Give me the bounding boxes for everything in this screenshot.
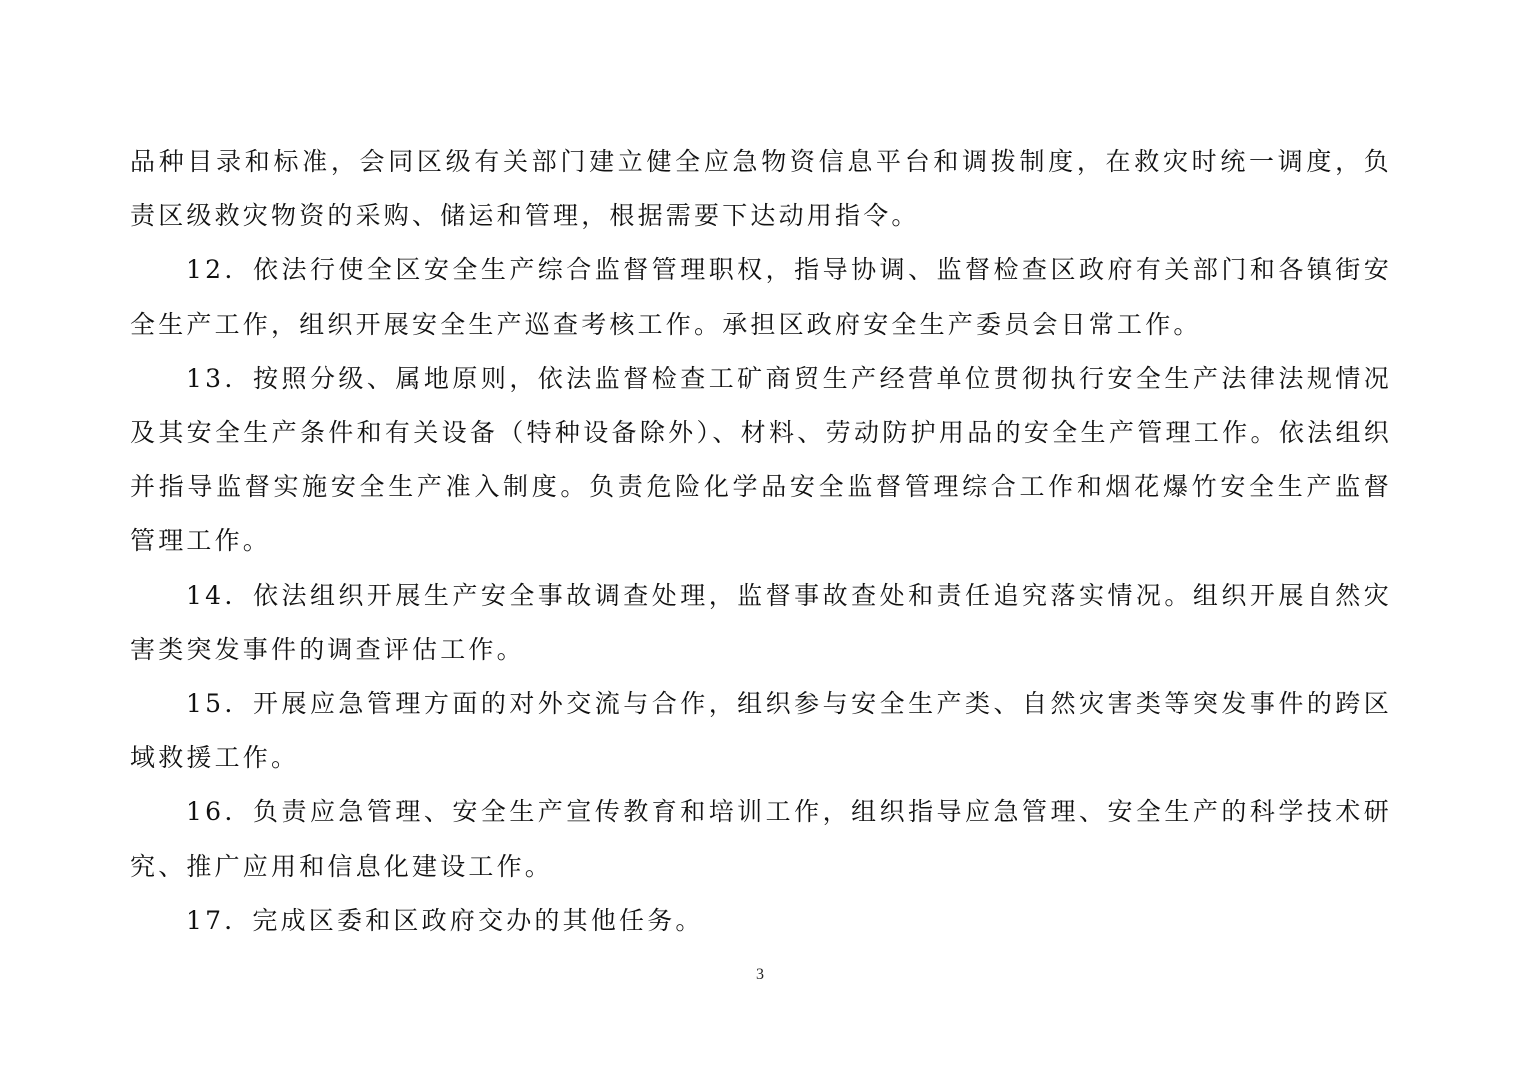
paragraph-continuation: 品种目录和标准，会同区级有关部门建立健全应急物资信息平台和调拨制度，在救灾时统一调度，负责区级救灾物资的采购、储运和管理，根据需要下达动用指令。 — [130, 147, 1392, 231]
document-body — [130, 135, 1392, 948]
page-number: 3 — [756, 966, 764, 983]
paragraph-item-17: 17．完成区委和区政府交办的其他任务。 — [186, 905, 704, 935]
paragraph-item-13: 13．按照分级、属地原则，依法监督检查工矿商贸生产经营单位贯彻执行安全生产法律法规情况及其安全生产条件和有关设备（特种设备除外）、材料、劳动防护用品的安全生产管理工作。依法组织并指导监督实施安全生产准入制度。负责危险化学品安全监督管理综合工作和烟花爆竹安全生产监督管理工作。 — [130, 363, 1392, 556]
paragraph-item-15: 15．开展应急管理方面的对外交流与合作，组织参与安全生产类、自然灾害类等突发事件的跨区域救援工作。 — [130, 689, 1392, 773]
paragraph-item-14: 14．依法组织开展生产安全事故调查处理，监督事故查处和责任追究落实情况。组织开展自然灾害类突发事件的调查评估工作。 — [130, 580, 1392, 664]
paragraph-item-16: 16．负责应急管理、安全生产宣传教育和培训工作，组织指导应急管理、安全生产的科学技术研究、推广应用和信息化建设工作。 — [130, 797, 1392, 881]
paragraph-item-12: 12．依法行使全区安全生产综合监督管理职权，指导协调、监督检查区政府有关部门和各镇街安全生产工作，组织开展安全生产巡查考核工作。承担区政府安全生产委员会日常工作。 — [130, 255, 1392, 339]
